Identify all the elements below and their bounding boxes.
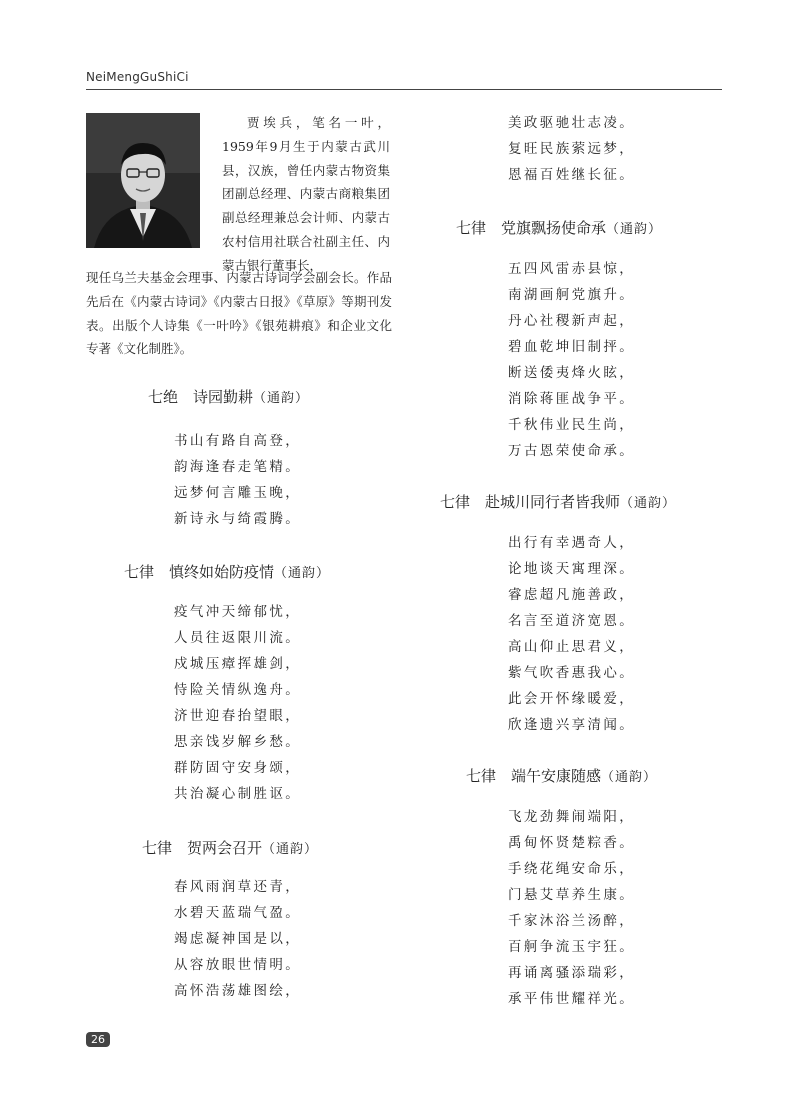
poem-line: 疫气冲天缔郁忧，: [174, 604, 302, 620]
poem-title-text: 七律 赴城川同行者皆我师: [440, 493, 621, 511]
poem-line: 远梦何言雕玉晚，: [174, 485, 302, 501]
poem-line: 戍城压瘴挥雄剑，: [174, 656, 302, 672]
poem-title: [124, 561, 330, 582]
poem-line: 竭虑凝神国是以，: [174, 931, 302, 947]
poem-line: 手绕花绳安命乐，: [508, 861, 636, 877]
poem-stanza: [174, 428, 301, 532]
poem-line: 万古恩荣使命承。: [508, 443, 636, 459]
poem-line: 千秋伟业民生尚，: [508, 417, 636, 433]
poem-line: 消除蒋匪战争平。: [508, 391, 636, 407]
poem-stanza: [174, 599, 301, 807]
poem-line: 此会开怀缘暖爱，: [508, 691, 636, 707]
poem-rhyme-note: （通韵）: [601, 770, 658, 785]
poem-line: 新诗永与绮霞腾。: [174, 511, 302, 527]
poem-line: 名言至道济宽恩。: [508, 613, 636, 629]
poem-line: 恃险关情纵逸舟。: [174, 682, 302, 698]
poem-rhyme-note: （通韵）: [606, 222, 663, 237]
poem-title: [142, 837, 318, 858]
poem-stanza: [508, 530, 635, 738]
poem-line: 禹甸怀贤楚粽香。: [508, 835, 636, 851]
poem-line: 群防固守安身颂，: [174, 760, 302, 776]
portrait-illustration: [86, 113, 200, 248]
poem-line: 人员往返限川流。: [174, 630, 302, 646]
poem-line: 承平伟世耀祥光。: [508, 991, 636, 1007]
poem-line: 春风雨润草还青，: [174, 879, 302, 895]
poem-title-text: 七律 端午安康随感: [466, 767, 602, 785]
poem-title-text: 七律 党旗飘扬使命承: [456, 219, 607, 237]
header-rule: [86, 89, 722, 90]
author-bio-intro: 贾埃兵，笔名一叶，1959年9月生于内蒙古武川县，汉族，曾任内蒙古物资集团副总经理、内蒙古商粮集团副总经理兼总会计师、内蒙古农村信用社联合社副主任、内蒙古银行董事长，: [222, 115, 390, 273]
poem-title: [466, 765, 657, 786]
poem-line: 出行有幸遇奇人，: [508, 535, 636, 551]
author-portrait: [86, 113, 200, 248]
poem-stanza: [508, 256, 635, 464]
poem-rhyme-note: （通韵）: [262, 842, 319, 857]
poem-stanza: [508, 804, 635, 1012]
poem-rhyme-note: （通韵）: [253, 391, 310, 406]
poem-line: 睿虑超凡施善政，: [508, 587, 636, 603]
poem-rhyme-note: （通韵）: [274, 566, 331, 581]
poem-line: 紫气吹香惠我心。: [508, 665, 636, 681]
running-header: NeiMengGuShiCi: [86, 70, 189, 84]
poem-line: 门悬艾草养生康。: [508, 887, 636, 903]
poem-title: [456, 217, 662, 238]
poem-line: 碧血乾坤旧制抨。: [508, 339, 636, 355]
poem-line: 断送倭夷烽火眩，: [508, 365, 636, 381]
poem-line: 济世迎春抬望眼，: [174, 708, 302, 724]
poem-line: 恩福百姓继长征。: [508, 167, 636, 183]
poem-line: 再诵离骚添瑞彩，: [508, 965, 636, 981]
poem-line: 水碧天蓝瑞气盈。: [174, 905, 302, 921]
poem-title-text: 七律 贺两会召开: [142, 839, 263, 857]
poem-stanza: [174, 874, 301, 1004]
poem-line: 书山有路自高登，: [174, 433, 302, 449]
poem-line: 韵海逢春走笔精。: [174, 459, 302, 475]
poem-line: 飞龙劲舞闹端阳，: [508, 809, 636, 825]
poem-line: 论地谈天寓理深。: [508, 561, 636, 577]
poem-rhyme-note: （通韵）: [620, 496, 677, 511]
poem-title: [148, 386, 309, 407]
poem-line: 五四风雷赤县惊，: [508, 261, 636, 277]
author-bio-continued: 现任乌兰夫基金会理事、内蒙古诗词学会副会长。作品先后在《内蒙古诗词》《内蒙古日报》《草原》等期刊发表。出版个人诗集《一叶吟》《银苑耕痕》和企业文化专著《文化制胜》。: [86, 270, 392, 357]
poem-line: 从容放眼世情明。: [174, 957, 302, 973]
poem-stanza-continued: [508, 110, 635, 188]
page-number-badge: 26: [86, 1032, 110, 1047]
poem-line: 思亲饯岁解乡愁。: [174, 734, 302, 750]
poem-line: 丹心社稷新声起，: [508, 313, 636, 329]
poem-line: 美政驱驰壮志凌。: [508, 115, 636, 131]
poem-line: 千家沐浴兰汤醉，: [508, 913, 636, 929]
poem-line: 欣逢遗兴享清闻。: [508, 717, 636, 733]
poem-line: 南湖画舸党旗升。: [508, 287, 636, 303]
poem-line: 复旺民族萦远梦，: [508, 141, 636, 157]
poem-title-text: 七律 慎终如始防疫情: [124, 563, 275, 581]
poem-line: 高山仰止思君义，: [508, 639, 636, 655]
poem-line: 高怀浩荡雄图绘，: [174, 983, 302, 999]
poem-title: [440, 491, 676, 512]
poem-title-text: 七绝 诗园勤耕: [148, 388, 254, 406]
poem-line: 共治凝心制胜讴。: [174, 786, 302, 802]
poem-line: 百舸争流玉宇狂。: [508, 939, 636, 955]
